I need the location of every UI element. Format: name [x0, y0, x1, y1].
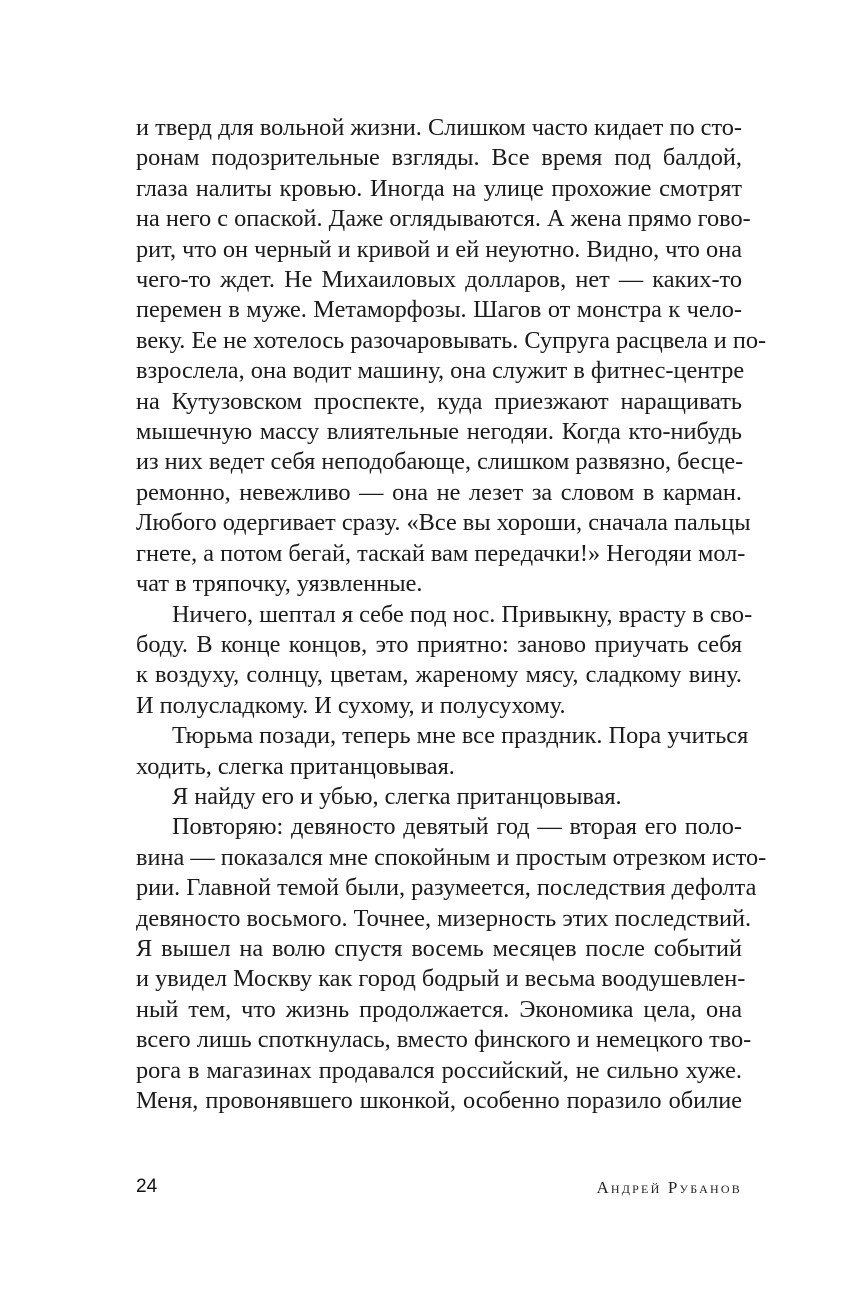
text-line: чат в тряпочку, уязвленные. — [136, 570, 423, 598]
text-line: и увидел Москву как город бодрый и весьма воодушевлен- — [136, 965, 746, 993]
text-line: на Кутузовском проспекте, куда приезжают наращивать — [136, 387, 742, 415]
text-line: чего-то ждет. Не Михаиловых долларов, нет — каких-то — [136, 266, 742, 294]
text-line: веку. Ее не хотелось разочаровывать. Супруга расцвела и по- — [136, 326, 767, 354]
text-line: из них ведет себя неподобающе, слишком развязно, бесце- — [136, 448, 744, 476]
text-line: гнете, а потом бегай, таскай вам передачки!» Негодяи мол- — [136, 539, 746, 567]
text-line: ронам подозрительные взгляды. Все время под балдой, — [136, 144, 742, 172]
text-line: взрослела, она водит машину, она служит в фитнес-центре — [136, 357, 745, 385]
text-line: ный тем, что жизнь продолжается. Экономика цела, она — [136, 995, 742, 1023]
text-line: Любого одергивает сразу. «Все вы хороши, сначала пальцы — [136, 509, 751, 537]
page-number: 24 — [136, 1176, 158, 1197]
text-line: всего лишь споткнулась, вместо финского и немецкого тво- — [136, 1026, 752, 1054]
text-line: девяносто восьмого. Точнее, мизерность этих последствий. — [136, 904, 752, 932]
text-line: рии. Главной темой были, разумеется, последствия дефолта — [136, 874, 757, 902]
text-line: Ничего, шептал я себе под нос. Привыкну, врасту в сво- — [172, 600, 753, 628]
text-line: рит, что он черный и кривой и ей неуютно. Видно, что она — [136, 235, 742, 263]
text-line: ходить, слегка пританцовывая. — [136, 752, 455, 780]
paragraph — [136, 600, 753, 722]
text-line: и тверд для вольной жизни. Слишком часто кидает по сто- — [136, 114, 742, 141]
text-line: вина — показался мне спокойным и простым отрезком исто- — [136, 843, 767, 871]
text-line: Повторяю: девяносто девятый год — вторая его поло- — [172, 813, 742, 841]
paragraph — [136, 782, 742, 812]
text-line: мышечную массу влиятельные негодяи. Когда кто-нибудь — [136, 418, 742, 446]
text-line: Я вышел на волю спустя восемь месяцев после событий — [136, 934, 742, 962]
paragraph — [136, 812, 767, 1116]
text-line: перемен в муже. Метаморфозы. Шагов от монстра к чело- — [136, 296, 742, 324]
text-line: Я найду его и убью, слегка пританцовывая. — [172, 782, 622, 810]
text-line: рога в магазинах продавался российский, не сильно хуже. — [136, 1056, 742, 1084]
text-line: к воздуху, солнцу, цветам, жареному мясу, сладкому вину. — [136, 661, 742, 689]
text-line: Меня, провонявшего шконкой, особенно поразило обилие — [136, 1087, 742, 1114]
text-line: ремонно, невежливо — она не лезет за словом в карман. — [136, 478, 742, 506]
text-line: боду. В конце концов, это приятно: заново приучать себя — [136, 630, 742, 658]
body-text — [136, 113, 767, 1116]
text-line: И полусладкому. И сухому, и полусухому. — [136, 691, 566, 719]
running-head-author: Андрей Рубанов — [596, 1178, 742, 1197]
text-line: на него с опаской. Даже оглядываются. А жена прямо гово- — [136, 205, 751, 233]
text-line: Тюрьма позади, теперь мне все праздник. Пора учиться — [172, 722, 749, 750]
paragraph — [136, 113, 767, 600]
text-line: глаза налиты кровью. Иногда на улице прохожие смотрят — [136, 174, 742, 202]
paragraph — [136, 721, 749, 782]
